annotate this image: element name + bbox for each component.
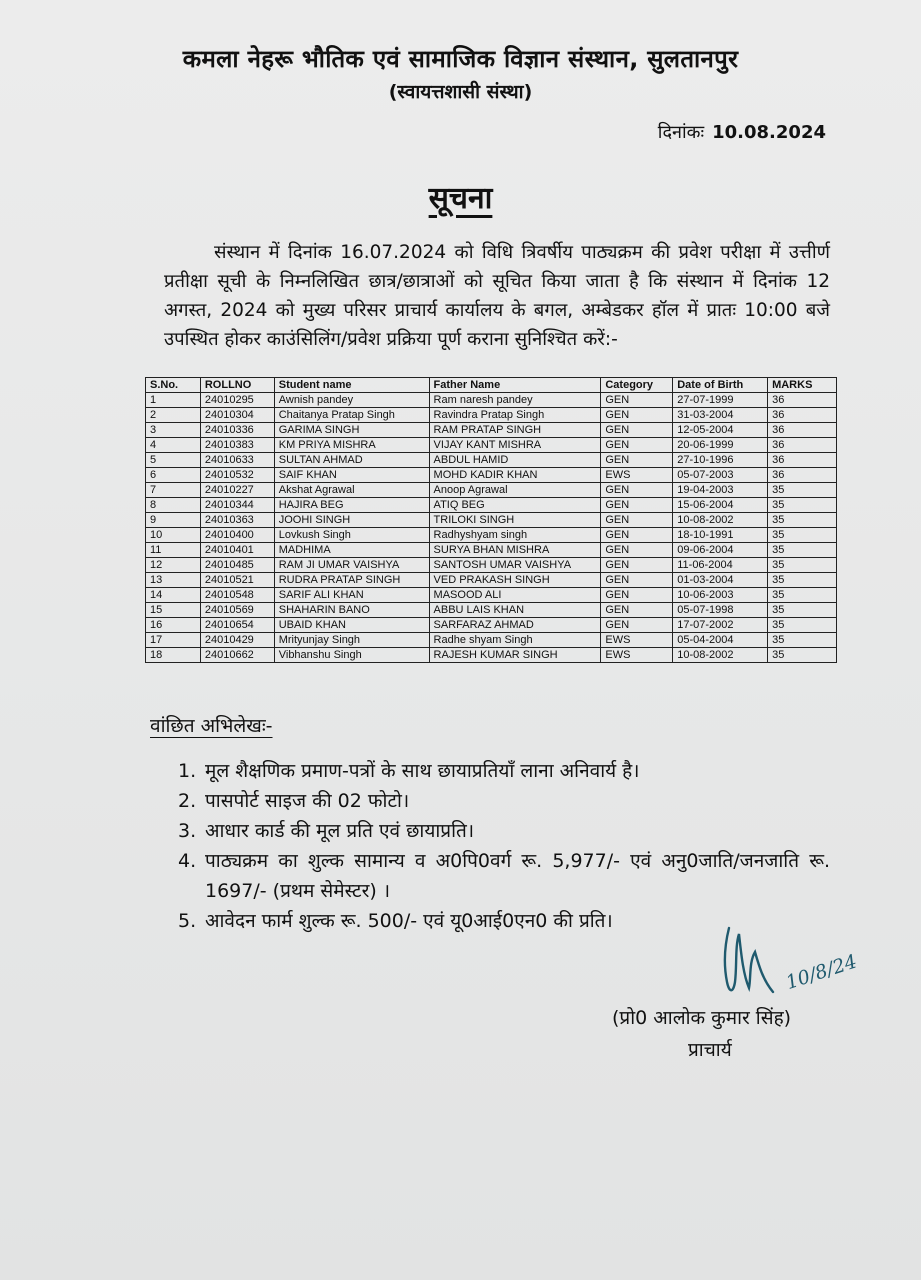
cell-father-name: Radhyshyam singh (429, 528, 601, 543)
list-item (178, 846, 830, 906)
cell-father-name: ABBU LAIS KHAN (429, 603, 601, 618)
cell-rollno: 24010401 (200, 543, 274, 558)
required-documents-list (178, 756, 830, 936)
cell-rollno: 24010363 (200, 513, 274, 528)
cell-rollno: 24010532 (200, 468, 274, 483)
cell-marks: 35 (768, 558, 837, 573)
cell-dob: 01-03-2004 (673, 573, 768, 588)
cell-category: GEN (601, 423, 673, 438)
table-row (146, 558, 837, 573)
item-number: 1. (178, 760, 197, 782)
cell-dob: 31-03-2004 (673, 408, 768, 423)
cell-father-name: SARFARAZ AHMAD (429, 618, 601, 633)
cell-dob: 10-08-2002 (673, 513, 768, 528)
list-item (178, 816, 830, 846)
required-documents-title: वांछित अभिलेखः- (150, 715, 273, 737)
cell-category: EWS (601, 468, 673, 483)
table-row (146, 618, 837, 633)
cell-rollno: 24010569 (200, 603, 274, 618)
cell-category: GEN (601, 603, 673, 618)
cell-student-name: Mrityunjay Singh (274, 633, 429, 648)
cell-category: EWS (601, 633, 673, 648)
cell-father-name: VIJAY KANT MISHRA (429, 438, 601, 453)
cell-student-name: SHAHARIN BANO (274, 603, 429, 618)
table-row (146, 588, 837, 603)
cell-category: GEN (601, 438, 673, 453)
cell-marks: 36 (768, 423, 837, 438)
cell-rollno: 24010295 (200, 393, 274, 408)
cell-dob: 09-06-2004 (673, 543, 768, 558)
cell-category: GEN (601, 618, 673, 633)
cell-father-name: SURYA BHAN MISHRA (429, 543, 601, 558)
cell-marks: 35 (768, 498, 837, 513)
cell-marks: 35 (768, 543, 837, 558)
col-header-category: Category (601, 378, 673, 393)
cell-student-name: KM PRIYA MISHRA (274, 438, 429, 453)
date-value: 10.08.2024 (712, 122, 826, 143)
cell-category: GEN (601, 543, 673, 558)
cell-category: GEN (601, 393, 673, 408)
cell-marks: 35 (768, 618, 837, 633)
cell-dob: 27-10-1996 (673, 453, 768, 468)
cell-father-name: TRILOKI SINGH (429, 513, 601, 528)
cell-sno: 11 (146, 543, 201, 558)
cell-category: GEN (601, 483, 673, 498)
item-text: आधार कार्ड की मूल प्रति एवं छायाप्रति। (205, 820, 475, 842)
cell-rollno: 24010485 (200, 558, 274, 573)
item-number: 2. (178, 790, 197, 812)
table-row (146, 528, 837, 543)
cell-category: GEN (601, 513, 673, 528)
cell-student-name: Lovkush Singh (274, 528, 429, 543)
cell-sno: 9 (146, 513, 201, 528)
cell-dob: 17-07-2002 (673, 618, 768, 633)
cell-rollno: 24010548 (200, 588, 274, 603)
cell-student-name: JOOHI SINGH (274, 513, 429, 528)
item-number: 3. (178, 820, 197, 842)
cell-rollno: 24010400 (200, 528, 274, 543)
table-row (146, 633, 837, 648)
cell-student-name: Vibhanshu Singh (274, 648, 429, 663)
cell-dob: 05-04-2004 (673, 633, 768, 648)
cell-marks: 35 (768, 483, 837, 498)
cell-father-name: ATIQ BEG (429, 498, 601, 513)
table-row (146, 648, 837, 663)
cell-father-name: Ram naresh pandey (429, 393, 601, 408)
cell-student-name: SULTAN AHMAD (274, 453, 429, 468)
cell-sno: 4 (146, 438, 201, 453)
cell-sno: 10 (146, 528, 201, 543)
cell-father-name: VED PRAKASH SINGH (429, 573, 601, 588)
cell-father-name: MASOOD ALI (429, 588, 601, 603)
notice-body: संस्थान में दिनांक 16.07.2024 को विधि त्रिवर्षीय पाठ्यक्रम की प्रवेश परीक्षा में उत्तीर्ण प्रतीक्षा सूची के निम्नलिखित छात्र/छात्राओं को सूचित किया जाता है कि संस्थान में दिनांक 12 अगस्त, 2024 को मुख्य परिसर प्राचार्य कार्यालय के बगल, अम्बेडकर हॉल में प्रातः 10:00 बजे उपस्थित होकर काउंसिलिंग/प्रवेश प्रक्रिया पूर्ण कराना सुनिश्चित करें:- (164, 242, 830, 350)
cell-marks: 36 (768, 468, 837, 483)
cell-marks: 36 (768, 408, 837, 423)
cell-category: EWS (601, 648, 673, 663)
item-number: 4. (178, 850, 197, 872)
cell-student-name: Chaitanya Pratap Singh (274, 408, 429, 423)
cell-rollno: 24010654 (200, 618, 274, 633)
cell-father-name: RAJESH KUMAR SINGH (429, 648, 601, 663)
cell-marks: 35 (768, 513, 837, 528)
cell-student-name: SAIF KHAN (274, 468, 429, 483)
table-row (146, 393, 837, 408)
cell-category: GEN (601, 588, 673, 603)
table-row (146, 408, 837, 423)
table-row (146, 483, 837, 498)
cell-father-name: SANTOSH UMAR VAISHYA (429, 558, 601, 573)
cell-father-name: RAM PRATAP SINGH (429, 423, 601, 438)
col-header-sno: S.No. (146, 378, 201, 393)
table-row (146, 498, 837, 513)
cell-student-name: RAM JI UMAR VAISHYA (274, 558, 429, 573)
cell-sno: 1 (146, 393, 201, 408)
cell-rollno: 24010304 (200, 408, 274, 423)
cell-category: GEN (601, 528, 673, 543)
cell-father-name: Anoop Agrawal (429, 483, 601, 498)
cell-father-name: Ravindra Pratap Singh (429, 408, 601, 423)
cell-rollno: 24010521 (200, 573, 274, 588)
cell-sno: 15 (146, 603, 201, 618)
table-row (146, 453, 837, 468)
cell-sno: 16 (146, 618, 201, 633)
item-number: 5. (178, 910, 197, 932)
col-header-father-name: Father Name (429, 378, 601, 393)
cell-marks: 35 (768, 528, 837, 543)
cell-sno: 12 (146, 558, 201, 573)
cell-category: GEN (601, 453, 673, 468)
cell-student-name: Awnish pandey (274, 393, 429, 408)
cell-marks: 35 (768, 588, 837, 603)
cell-rollno: 24010344 (200, 498, 274, 513)
cell-sno: 13 (146, 573, 201, 588)
col-header-student-name: Student name (274, 378, 429, 393)
cell-sno: 14 (146, 588, 201, 603)
table-header-row (146, 378, 837, 393)
col-header-rollno: ROLLNO (200, 378, 274, 393)
cell-student-name: MADHIMA (274, 543, 429, 558)
item-text: मूल शैक्षणिक प्रमाण-पत्रों के साथ छायाप्रतियाँ लाना अनिवार्य है। (205, 760, 640, 782)
cell-sno: 8 (146, 498, 201, 513)
cell-sno: 7 (146, 483, 201, 498)
list-item (178, 786, 830, 816)
cell-rollno: 24010383 (200, 438, 274, 453)
date-label: दिनांकः (657, 122, 705, 143)
cell-category: GEN (601, 498, 673, 513)
cell-dob: 10-06-2003 (673, 588, 768, 603)
cell-rollno: 24010429 (200, 633, 274, 648)
cell-sno: 2 (146, 408, 201, 423)
waitlist-table (145, 377, 837, 663)
cell-dob: 15-06-2004 (673, 498, 768, 513)
table-row (146, 423, 837, 438)
cell-student-name: Akshat Agrawal (274, 483, 429, 498)
cell-rollno: 24010662 (200, 648, 274, 663)
cell-student-name: HAJIRA BEG (274, 498, 429, 513)
cell-marks: 36 (768, 438, 837, 453)
cell-dob: 12-05-2004 (673, 423, 768, 438)
item-text: पाठ्यक्रम का शुल्क सामान्य व अ0पि0वर्ग रू. 5,977/- एवं अनु0जाति/जनजाति रू. 1697/- (प्रथम सेमेस्टर) । (205, 850, 830, 902)
cell-sno: 18 (146, 648, 201, 663)
cell-dob: 05-07-1998 (673, 603, 768, 618)
cell-dob: 20-06-1999 (673, 438, 768, 453)
cell-dob: 05-07-2003 (673, 468, 768, 483)
cell-student-name: SARIF ALI KHAN (274, 588, 429, 603)
cell-sno: 17 (146, 633, 201, 648)
item-text: आवेदन फार्म शुल्क रू. 500/- एवं यू0आई0एन0 की प्रति। (205, 910, 613, 932)
cell-category: GEN (601, 558, 673, 573)
cell-student-name: RUDRA PRATAP SINGH (274, 573, 429, 588)
cell-marks: 35 (768, 603, 837, 618)
cell-sno: 6 (146, 468, 201, 483)
cell-marks: 35 (768, 648, 837, 663)
list-item (178, 756, 830, 786)
cell-dob: 19-04-2003 (673, 483, 768, 498)
table-row (146, 468, 837, 483)
col-header-marks: MARKS (768, 378, 837, 393)
cell-father-name: Radhe shyam Singh (429, 633, 601, 648)
cell-marks: 35 (768, 633, 837, 648)
cell-father-name: ABDUL HAMID (429, 453, 601, 468)
cell-dob: 11-06-2004 (673, 558, 768, 573)
cell-rollno: 24010336 (200, 423, 274, 438)
notice-date (658, 120, 826, 144)
cell-student-name: UBAID KHAN (274, 618, 429, 633)
table-row (146, 603, 837, 618)
institute-subtitle: (स्वायत्तशासी संस्था) (388, 81, 533, 103)
table-row (146, 543, 837, 558)
table-row (146, 438, 837, 453)
cell-category: GEN (601, 573, 673, 588)
cell-rollno: 24010633 (200, 453, 274, 468)
notice-title: सूचना (428, 181, 493, 216)
item-text: पासपोर्ट साइज की 02 फोटो। (205, 790, 410, 812)
cell-dob: 27-07-1999 (673, 393, 768, 408)
signature-date: 10/8/24 (783, 950, 860, 994)
cell-marks: 35 (768, 573, 837, 588)
cell-sno: 5 (146, 453, 201, 468)
cell-rollno: 24010227 (200, 483, 274, 498)
cell-category: GEN (601, 408, 673, 423)
cell-marks: 36 (768, 393, 837, 408)
cell-dob: 10-08-2002 (673, 648, 768, 663)
institute-name: कमला नेहरू भौतिक एवं सामाजिक विज्ञान संस्थान, सुलतानपुर (182, 45, 739, 73)
table-row (146, 573, 837, 588)
signatory-designation: प्राचार्य (688, 1039, 732, 1061)
table-row (146, 513, 837, 528)
cell-father-name: MOHD KADIR KHAN (429, 468, 601, 483)
cell-sno: 3 (146, 423, 201, 438)
cell-dob: 18-10-1991 (673, 528, 768, 543)
cell-marks: 36 (768, 453, 837, 468)
col-header-dob: Date of Birth (673, 378, 768, 393)
cell-student-name: GARIMA SINGH (274, 423, 429, 438)
signatory-name: (प्रो0 आलोक कुमार सिंह) (612, 1007, 792, 1029)
